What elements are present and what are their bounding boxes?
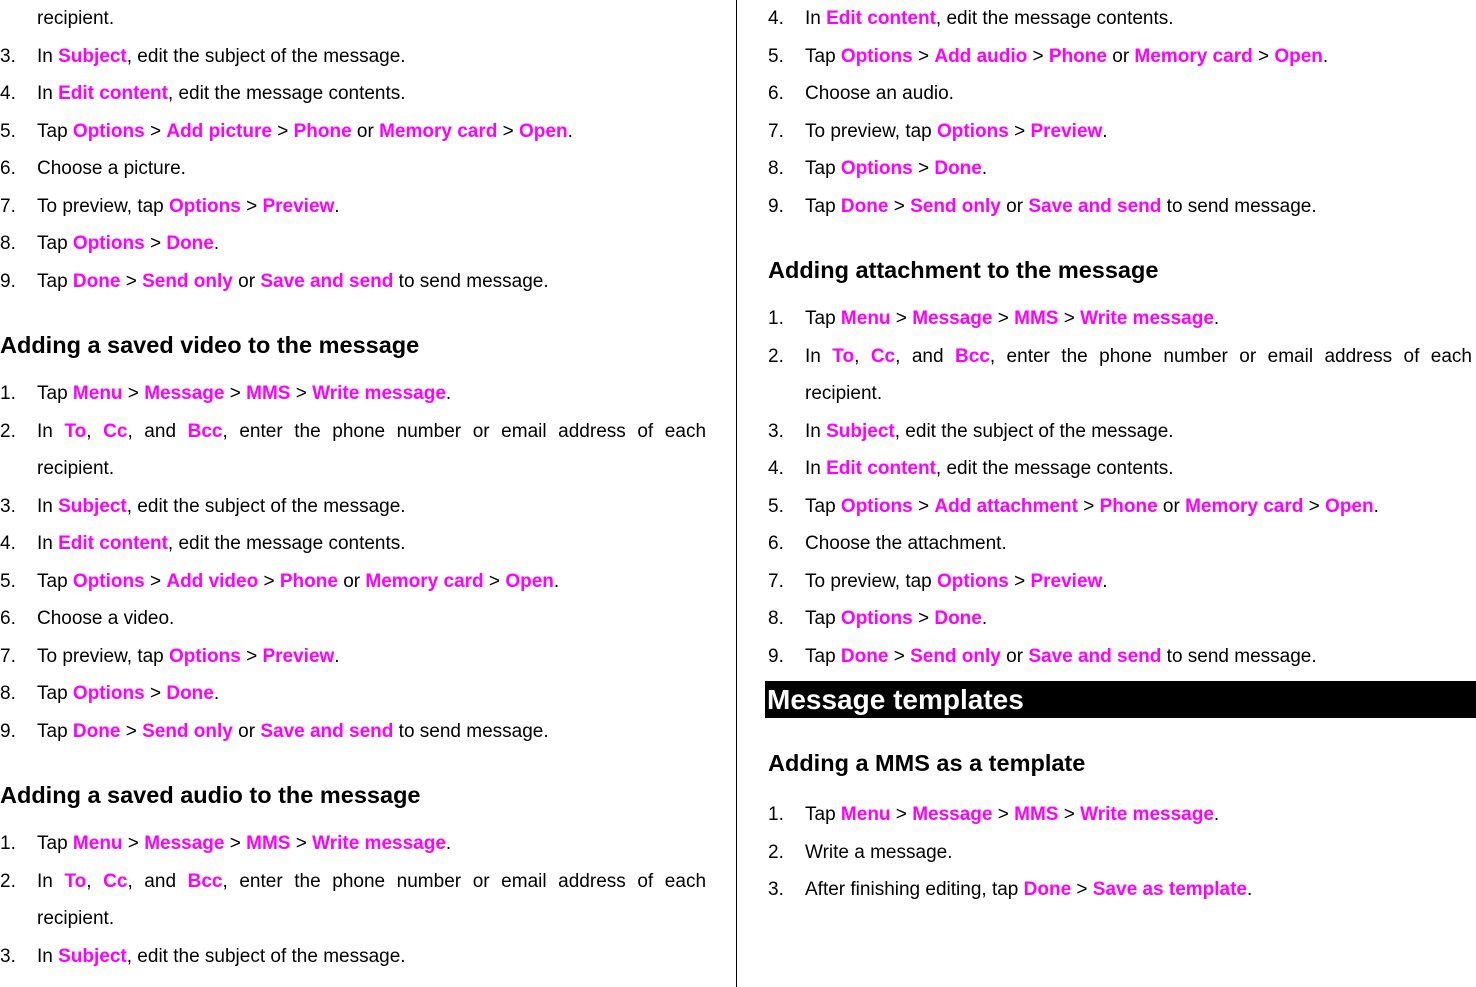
menu-term: Save as template (1092, 879, 1247, 900)
menu-term: Phone (293, 120, 352, 142)
list-item (0, 600, 706, 638)
menu-term: Subject (58, 495, 127, 517)
menu-term: Options (937, 570, 1009, 592)
step-text: In Subject, edit the subject of the message. (805, 420, 1174, 442)
menu-term: Edit content (826, 458, 936, 479)
list-item (0, 413, 706, 488)
list-item (768, 871, 1472, 909)
audio-steps (0, 825, 706, 975)
menu-term: Save and send (260, 720, 394, 742)
step-number: 4. (0, 533, 16, 554)
step-number: 7. (0, 645, 16, 667)
menu-term: Menu (72, 833, 123, 854)
list-item (0, 863, 706, 938)
step-text: Tap Options > Add audio > Phone or Memory card > Open. (805, 45, 1329, 67)
menu-term: Edit content (58, 533, 168, 554)
step-text: In Subject, edit the subject of the message. (37, 495, 406, 517)
step-number: 3. (768, 420, 784, 442)
step-number: 2. (768, 345, 784, 367)
step-number: 2. (0, 870, 16, 892)
step-text: In To, Cc, and Bcc, enter the phone number or email address of each recipient. (37, 420, 707, 479)
step-text: In Edit content, edit the message contents. (805, 458, 1174, 479)
step-number: 6. (0, 158, 16, 179)
menu-term: Options (840, 495, 913, 517)
menu-term: Open (1274, 45, 1323, 67)
menu-term: Subject (58, 945, 127, 967)
menu-term: Options (840, 45, 913, 67)
list-item (0, 563, 706, 601)
list-item (0, 38, 706, 76)
step-text: recipient. (37, 8, 115, 29)
menu-term: MMS (1014, 308, 1059, 329)
step-text: To preview, tap Options > Preview. (37, 195, 340, 217)
menu-term: Options (937, 120, 1009, 142)
step-number: 2. (768, 841, 784, 863)
menu-term: Message (144, 383, 225, 404)
step-text: Choose a picture. (37, 158, 186, 179)
menu-term: Options (840, 158, 913, 179)
menu-term: Open (519, 120, 568, 142)
left-column (0, 0, 706, 975)
step-number: 4. (768, 8, 784, 29)
menu-term: Write message (312, 833, 446, 854)
menu-term: Done (1023, 879, 1072, 900)
step-text: In To, Cc, and Bcc, enter the phone number or email address of each recipient. (37, 870, 707, 929)
left-intro-steps (0, 0, 706, 300)
step-text: Choose a video. (37, 608, 175, 629)
list-item (0, 75, 706, 113)
step-number: 9. (0, 270, 16, 292)
step-text: In Edit content, edit the message contents. (37, 83, 406, 104)
menu-term: Options (72, 570, 145, 592)
step-text: To preview, tap Options > Preview. (805, 570, 1108, 592)
step-text: Tap Done > Send only or Save and send to send message. (805, 195, 1317, 217)
section-heading-attachment: Adding attachment to the message (768, 257, 1159, 283)
step-number: 9. (0, 720, 16, 742)
menu-term: Phone (279, 570, 338, 592)
step-number: 4. (768, 458, 784, 479)
list-item (0, 713, 706, 751)
list-item (768, 600, 1472, 638)
menu-term: Message (144, 833, 225, 854)
list-item (0, 675, 706, 713)
section-heading-template: Adding a MMS as a template (768, 750, 1086, 776)
menu-term: Options (72, 683, 145, 704)
step-number: 5. (0, 570, 16, 592)
menu-term: Save and send (260, 270, 394, 292)
menu-term: Options (169, 195, 241, 217)
menu-term: To (64, 420, 87, 442)
list-item (0, 113, 706, 151)
step-number: 1. (0, 833, 16, 854)
menu-term: Write message (312, 383, 446, 404)
step-number: 7. (768, 570, 784, 592)
step-number: 8. (768, 158, 784, 179)
menu-term: Save and send (1028, 195, 1162, 217)
list-item (768, 834, 1472, 872)
list-item (768, 450, 1472, 488)
menu-term: Preview (262, 645, 335, 667)
step-text: In Subject, edit the subject of the message. (37, 945, 406, 967)
menu-term: Preview (1030, 570, 1103, 592)
step-number: 4. (0, 83, 16, 104)
step-number: 6. (768, 83, 784, 104)
menu-term: Memory card (379, 120, 498, 142)
step-text: Choose an audio. (805, 83, 954, 104)
list-item (0, 188, 706, 226)
menu-term: Done (166, 683, 214, 704)
step-text: In Edit content, edit the message contents. (805, 8, 1174, 29)
list-item (0, 638, 706, 676)
step-number: 3. (768, 879, 784, 900)
menu-term: Add audio (934, 45, 1028, 67)
section-bar-wrap (768, 675, 1472, 728)
step-number: 1. (0, 383, 16, 404)
step-number: 7. (0, 195, 16, 217)
step-text: Tap Options > Done. (37, 233, 220, 254)
menu-term: Done (72, 270, 121, 292)
step-text: In Edit content, edit the message contents. (37, 533, 406, 554)
section-heading-video: Adding a saved video to the message (0, 332, 420, 358)
list-item (768, 0, 1472, 38)
list-item (0, 938, 706, 976)
list-item (768, 75, 1472, 113)
menu-term: Options (72, 233, 145, 254)
menu-term: Write message (1080, 308, 1214, 329)
menu-term: Cc (870, 345, 896, 367)
step-text: Tap Options > Add video > Phone or Memory card > Open. (37, 570, 560, 592)
menu-term: Send only (142, 720, 233, 742)
menu-term: Cc (103, 420, 128, 442)
menu-term: MMS (246, 833, 291, 854)
menu-term: Memory card (1185, 495, 1304, 517)
menu-term: Edit content (58, 83, 168, 104)
step-number: 1. (768, 308, 784, 329)
menu-term: Add video (166, 570, 259, 592)
menu-term: Subject (58, 45, 127, 67)
list-item (0, 263, 706, 301)
list-item (0, 825, 706, 863)
list-item (0, 488, 706, 526)
menu-term: Done (840, 645, 889, 667)
list-item (768, 300, 1472, 338)
step-number: 9. (768, 645, 784, 667)
menu-term: Write message (1080, 804, 1214, 825)
step-text: Tap Options > Done. (37, 683, 220, 704)
template-steps (768, 796, 1472, 909)
step-text: To preview, tap Options > Preview. (37, 645, 340, 667)
menu-term: Bcc (187, 420, 223, 442)
menu-term: Send only (142, 270, 233, 292)
step-text: Choose the attachment. (805, 533, 1007, 554)
menu-term: Cc (103, 870, 128, 892)
menu-term: Options (72, 120, 145, 142)
menu-term: Done (840, 195, 889, 217)
menu-term: Done (934, 158, 982, 179)
menu-term: Add attachment (934, 495, 1078, 517)
menu-term: Menu (72, 383, 123, 404)
step-number: 3. (0, 45, 16, 67)
menu-term: Add picture (166, 120, 272, 142)
list-item (0, 525, 706, 563)
menu-term: Options (840, 608, 913, 629)
menu-term: To (832, 345, 855, 367)
step-number: 9. (768, 195, 784, 217)
step-text: After finishing editing, tap Done > Save as template. (805, 879, 1253, 900)
menu-term: Message (912, 804, 993, 825)
step-number: 8. (0, 683, 16, 704)
step-text: In To, Cc, and Bcc, enter the phone number or email address of each recipient. (805, 345, 1472, 404)
menu-term: Send only (910, 195, 1001, 217)
video-steps (0, 375, 706, 750)
step-number: 5. (768, 495, 784, 517)
list-item (768, 188, 1472, 226)
step-text: To preview, tap Options > Preview. (805, 120, 1108, 142)
menu-term: Memory card (1134, 45, 1253, 67)
menu-term: Save and send (1028, 645, 1162, 667)
step-number: 7. (768, 120, 784, 142)
section-heading-audio: Adding a saved audio to the message (0, 782, 421, 808)
list-item (0, 150, 706, 188)
step-text: Tap Menu > Message > MMS > Write message. (37, 383, 452, 404)
menu-term: Done (166, 233, 214, 254)
menu-term: Done (72, 720, 121, 742)
step-number: 3. (0, 945, 16, 967)
step-number: 6. (0, 608, 16, 629)
menu-term: Done (934, 608, 982, 629)
step-text: Write a message. (805, 841, 953, 863)
menu-term: Options (169, 645, 241, 667)
menu-term: Menu (840, 308, 891, 329)
menu-term: Phone (1099, 495, 1158, 517)
step-text: Tap Options > Done. (805, 608, 988, 629)
menu-term: Bcc (187, 870, 223, 892)
list-item (768, 488, 1472, 526)
list-item (768, 413, 1472, 451)
step-number: 5. (0, 120, 16, 142)
list-item (768, 338, 1472, 413)
step-number: 8. (768, 608, 784, 629)
step-text: Tap Options > Done. (805, 158, 988, 179)
menu-term: Preview (1030, 120, 1103, 142)
step-number: 2. (0, 420, 16, 442)
menu-term: Message (912, 308, 993, 329)
step-text: Tap Done > Send only or Save and send to send message. (37, 720, 549, 742)
list-item (768, 38, 1472, 76)
menu-term: To (64, 870, 87, 892)
menu-term: Phone (1048, 45, 1107, 67)
right-column (768, 0, 1472, 909)
menu-term: Subject (826, 420, 895, 442)
menu-term: MMS (1014, 804, 1059, 825)
right-intro-steps (768, 0, 1472, 225)
menu-term: Menu (840, 804, 891, 825)
step-number: 3. (0, 495, 16, 517)
menu-term: Open (1325, 495, 1374, 517)
list-item (768, 563, 1472, 601)
list-item (0, 375, 706, 413)
step-text: Tap Menu > Message > MMS > Write message. (37, 833, 452, 854)
section-bar-message-templates: Message templates (765, 681, 1476, 718)
list-item (768, 150, 1472, 188)
step-number: 8. (0, 233, 16, 254)
list-item (768, 525, 1472, 563)
menu-term: Edit content (826, 8, 936, 29)
list-item (768, 638, 1472, 676)
menu-term: MMS (246, 383, 291, 404)
menu-term: Bcc (954, 345, 990, 367)
list-item (768, 796, 1472, 834)
menu-term: Preview (262, 195, 335, 217)
step-number: 5. (768, 45, 784, 67)
list-item-continuation (0, 0, 706, 38)
step-text: Tap Done > Send only or Save and send to send message. (805, 645, 1317, 667)
step-text: In Subject, edit the subject of the message. (37, 45, 406, 67)
step-text: Tap Menu > Message > MMS > Write message. (805, 308, 1220, 329)
step-text: Tap Options > Add attachment > Phone or Memory card > Open. (805, 495, 1379, 517)
menu-term: Send only (910, 645, 1001, 667)
step-text: Tap Done > Send only or Save and send to send message. (37, 270, 549, 292)
menu-term: Memory card (365, 570, 484, 592)
column-divider (736, 0, 737, 987)
step-text: Tap Menu > Message > MMS > Write message. (805, 804, 1220, 825)
menu-term: Open (505, 570, 554, 592)
attachment-steps (768, 300, 1472, 675)
step-text: Tap Options > Add picture > Phone or Memory card > Open. (37, 120, 573, 142)
step-number: 6. (768, 533, 784, 554)
step-number: 1. (768, 804, 784, 825)
list-item (768, 113, 1472, 151)
list-item (0, 225, 706, 263)
